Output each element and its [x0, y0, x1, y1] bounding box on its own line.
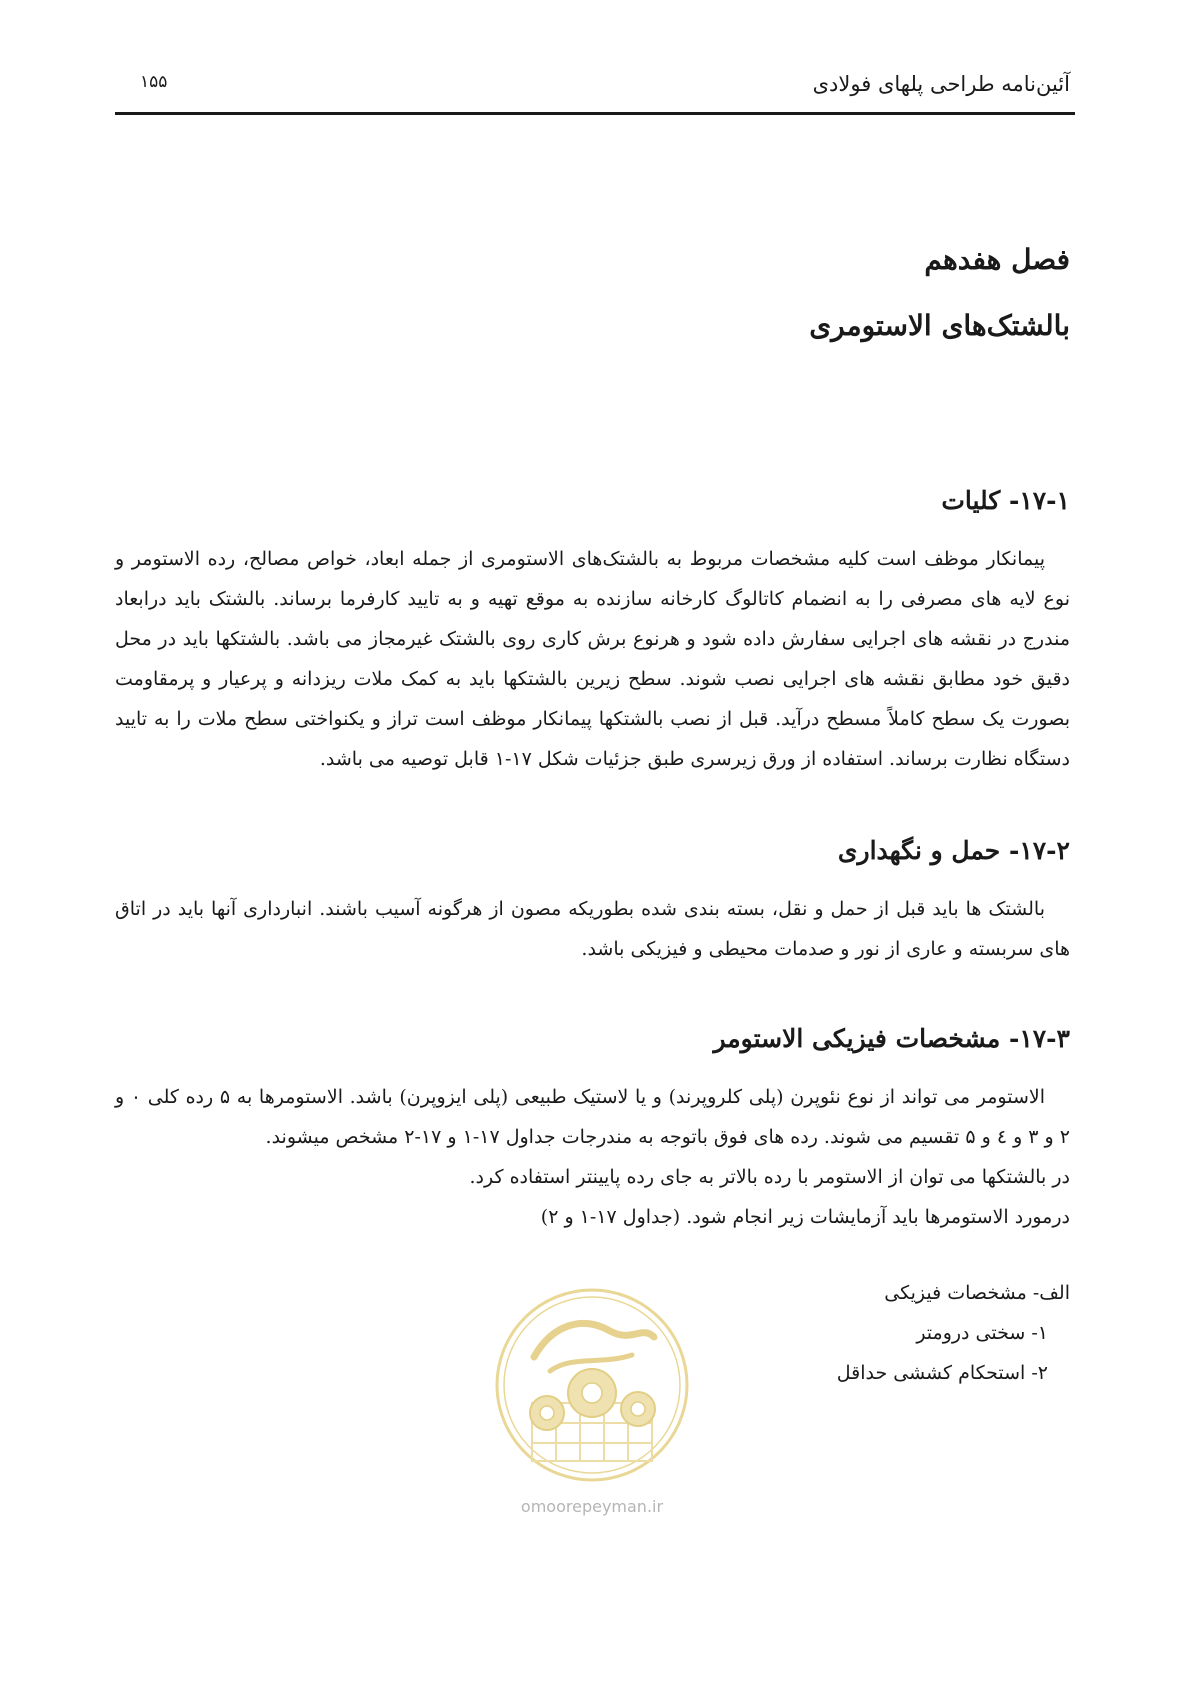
section-heading-general: ۱۷-۱- کلیات [941, 486, 1070, 515]
chapter-title: فصل هفدهم [924, 243, 1070, 276]
chapter-subtitle: بالشتک‌های الاستومری [809, 309, 1070, 342]
watermark-url: omoorepeyman.ir [520, 1497, 664, 1516]
list-heading: الف- مشخصات فیزیکی [884, 1282, 1070, 1304]
running-header-title: آئین‌نامه طراحی پلهای فولادی [812, 72, 1070, 96]
section-paragraph-physical: الاستومر می تواند از نوع نئوپرن (پلی کلروپرند) و یا لاستیک طبیعی (پلی ایزوپرن) باشد. الاستومرها به ۵ رده کلی ۰ و ۲ و ۳ و ٤ و ۵ تقسیم می شوند. رده های فوق باتوجه به مندرجات جداول ۱۷-۱ و ۱۷-۲ مشخص میشوند. [115, 1086, 1070, 1148]
section-paragraph-transport: بالشتک ها باید قبل از حمل و نقل، بسته بندی شده بطوریکه مصون از هرگونه آسیب باشند. انبارداری آنها باید در اتاق های سربسته و عاری از نور و صدمات محیطی و فیزیکی باشد. [115, 898, 1070, 960]
section-heading-transport: ۱۷-۲- حمل و نگهداری [837, 836, 1070, 865]
header-rule [115, 112, 1075, 115]
section-paragraph-general: پیمانکار موظف است کلیه مشخصات مربوط به بالشتک‌های الاستومری از جمله ابعاد، خواص مصالح، رده الاستومر و نوع لایه های مصرفی را به انضمام کاتالوگ کارخانه سازنده به موقع تهیه و به تایید کارفرما برساند. بالشتک باید درابعاد مندرج در نقشه های اجرایی سفارش داده شود و هرنوع برش کاری روی بالشتک غیرمجاز می باشد. بالشتکها باید در محل دقیق خود مطابق نقشه های اجرایی نصب شوند. سطح زیرین بالشتکها باید به کمک ملات ریزدانه و پرعیار و پرمقاومت بصورت یک سطح کاملاً مسطح درآید. قبل از نصب بالشتکها پیمانکار موظف است تراز و یکنواختی سطح ملات را به تایید دستگاه نظارت برساند. استفاده از ورق زیرسری طبق جزئیات شکل ۱۷-۱ قابل توصیه می باشد. [115, 548, 1070, 770]
watermark-seal-icon [492, 1285, 692, 1485]
section-heading-physical: ۱۷-۳- مشخصات فیزیکی الاستومر [713, 1024, 1070, 1053]
watermark-logo [492, 1285, 692, 1525]
section-line-tests: درمورد الاستومرها باید آزمایشات زیر انجام شود. (جداول ۱۷-۱ و ۲) [540, 1206, 1070, 1228]
list-item: ۲- استحکام کششی حداقل [836, 1362, 1048, 1384]
section-line-grade: در بالشتکها می توان از الاستومر با رده بالاتر به جای رده پایینتر استفاده کرد. [469, 1166, 1070, 1188]
page-number: ۱۵۵ [140, 72, 168, 92]
list-item: ۱- سختی درومتر [916, 1322, 1048, 1344]
page-content [115, 240, 1070, 1393]
